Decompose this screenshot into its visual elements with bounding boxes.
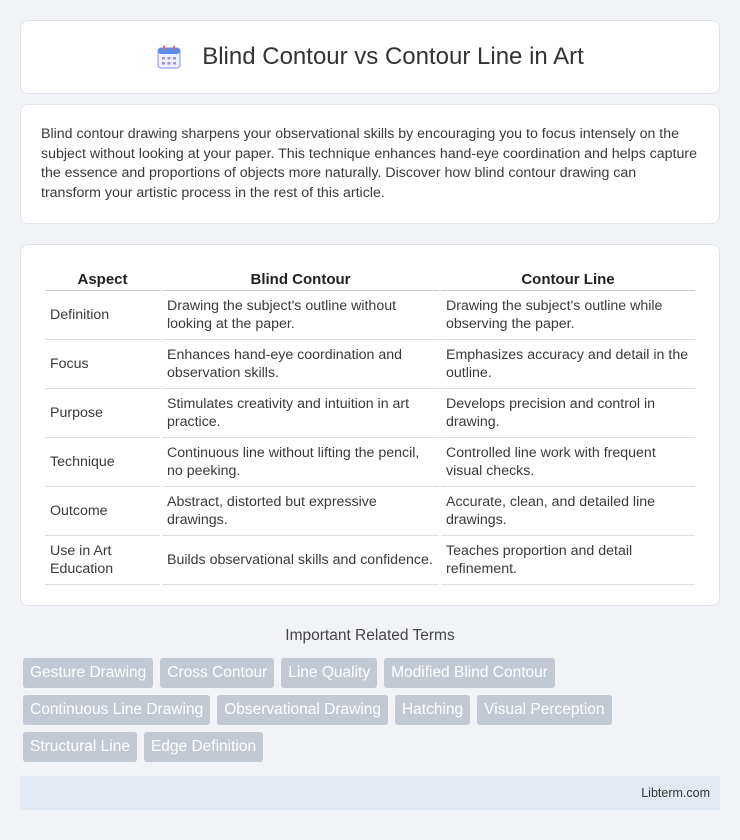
aspect-cell: Technique	[45, 438, 160, 487]
related-term-tag[interactable]: Visual Perception	[477, 695, 611, 725]
table-row	[45, 438, 695, 487]
related-term-tag[interactable]: Hatching	[395, 695, 470, 725]
intro-text: Blind contour drawing sharpens your observational skills by encouraging you to focus intensely on the subject without looking at your paper. This technique enhances hand-eye coordination and helps capture the essence and proportions of objects more naturally. Discover how blind contour drawing can transform your artistic process in the rest of this article.	[41, 126, 697, 201]
aspect-cell: Outcome	[45, 487, 160, 536]
contour-line-cell: Drawing the subject's outline while observing the paper.	[441, 291, 695, 340]
related-term-tag[interactable]: Edge Definition	[144, 732, 263, 762]
contour-line-cell: Emphasizes accuracy and detail in the outline.	[441, 340, 695, 389]
related-term-tag[interactable]: Observational Drawing	[217, 695, 388, 725]
blind-contour-cell: Abstract, distorted but expressive drawings.	[162, 487, 439, 536]
aspect-cell: Use in Art Education	[45, 536, 160, 585]
column-header-contour-line: Contour Line	[441, 265, 695, 291]
table-row	[45, 291, 695, 340]
contour-line-cell: Accurate, clean, and detailed line drawings.	[441, 487, 695, 536]
table-header-row	[45, 265, 695, 291]
calendar-icon	[156, 44, 182, 70]
related-term-tag[interactable]: Continuous Line Drawing	[23, 695, 210, 725]
table-row	[45, 487, 695, 536]
related-terms-list	[23, 658, 723, 769]
column-header-blind-contour: Blind Contour	[162, 265, 439, 291]
page-title: Blind Contour vs Contour Line in Art	[202, 43, 584, 70]
comparison-table	[43, 265, 697, 585]
column-header-aspect: Aspect	[45, 265, 160, 291]
related-term-tag[interactable]: Structural Line	[23, 732, 137, 762]
table-row	[45, 340, 695, 389]
blind-contour-cell: Continuous line without lifting the pencil, no peeking.	[162, 438, 439, 487]
aspect-cell: Focus	[45, 340, 160, 389]
related-terms-title: Important Related Terms	[285, 627, 455, 644]
intro-card	[20, 104, 720, 224]
aspect-cell: Definition	[45, 291, 160, 340]
footer-site-link[interactable]: Libterm.com	[641, 786, 710, 800]
contour-line-cell: Teaches proportion and detail refinement.	[441, 536, 695, 585]
aspect-cell: Purpose	[45, 389, 160, 438]
related-term-tag[interactable]: Line Quality	[281, 658, 377, 688]
contour-line-cell: Controlled line work with frequent visual checks.	[441, 438, 695, 487]
footer	[20, 776, 720, 810]
table-row	[45, 389, 695, 438]
related-term-tag[interactable]: Modified Blind Contour	[384, 658, 555, 688]
header-card	[20, 20, 720, 94]
related-term-tag[interactable]: Gesture Drawing	[23, 658, 153, 688]
comparison-card	[20, 244, 720, 606]
blind-contour-cell: Stimulates creativity and intuition in art practice.	[162, 389, 439, 438]
table-row	[45, 536, 695, 585]
blind-contour-cell: Drawing the subject's outline without looking at the paper.	[162, 291, 439, 340]
blind-contour-cell: Builds observational skills and confidence.	[162, 536, 439, 585]
related-term-tag[interactable]: Cross Contour	[160, 658, 274, 688]
contour-line-cell: Develops precision and control in drawing.	[441, 389, 695, 438]
blind-contour-cell: Enhances hand-eye coordination and observation skills.	[162, 340, 439, 389]
